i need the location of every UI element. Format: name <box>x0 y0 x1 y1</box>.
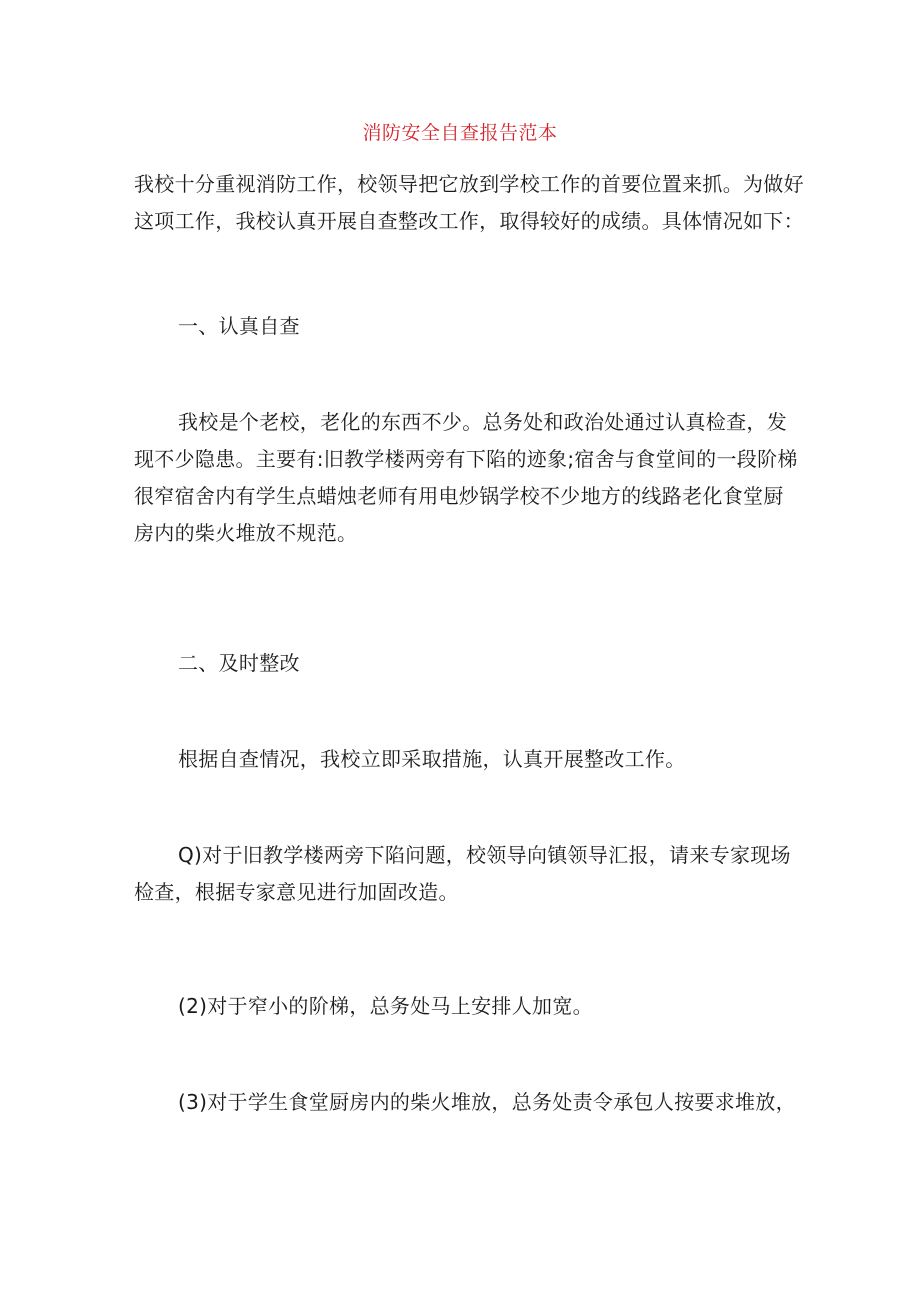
item-2-paragraph: (2)对于窄小的阶梯，总务处马上安排人加宽。 <box>178 994 593 1018</box>
section1-line-2: 现不少隐患。主要有:旧教学楼两旁有下陷的迹象;宿舍与食堂间的一段阶梯 <box>134 447 798 471</box>
section2-heading: 二、及时整改 <box>178 651 300 675</box>
section1-line-3: 很窄宿舍内有学生点蜡烛老师有用电炒锅学校不少地方的线路老化食堂厨 <box>134 484 784 508</box>
document-title: 消防安全自查报告范本 <box>362 122 558 144</box>
item-3-paragraph: (3)对于学生食堂厨房内的柴火堆放，总务处责令承包人按要求堆放， <box>178 1090 796 1114</box>
section1-heading: 一、认真自查 <box>178 314 300 338</box>
intro-line-1: 我校十分重视消防工作，校领导把它放到学校工作的首要位置来抓。为做好 <box>134 172 804 196</box>
section1-line-1: 我校是个老校，老化的东西不少。总务处和政治处通过认真检查，发 <box>178 410 787 434</box>
item-1-line-2: 检查，根据专家意见进行加固改造。 <box>134 880 459 904</box>
intro-paragraph <box>134 166 804 240</box>
section1-paragraph <box>134 404 798 552</box>
section2-paragraph: 根据自查情况，我校立即采取措施，认真开展整改工作。 <box>178 747 686 771</box>
section1-line-4: 房内的柴火堆放不规范。 <box>134 521 358 545</box>
intro-line-2: 这项工作，我校认真开展自查整改工作，取得较好的成绩。具体情况如下： <box>134 209 804 233</box>
item-1-line-1: Q)对于旧教学楼两旁下陷问题，校领导向镇领导汇报，请来专家现场 <box>178 843 791 867</box>
item-1-paragraph <box>134 837 794 911</box>
